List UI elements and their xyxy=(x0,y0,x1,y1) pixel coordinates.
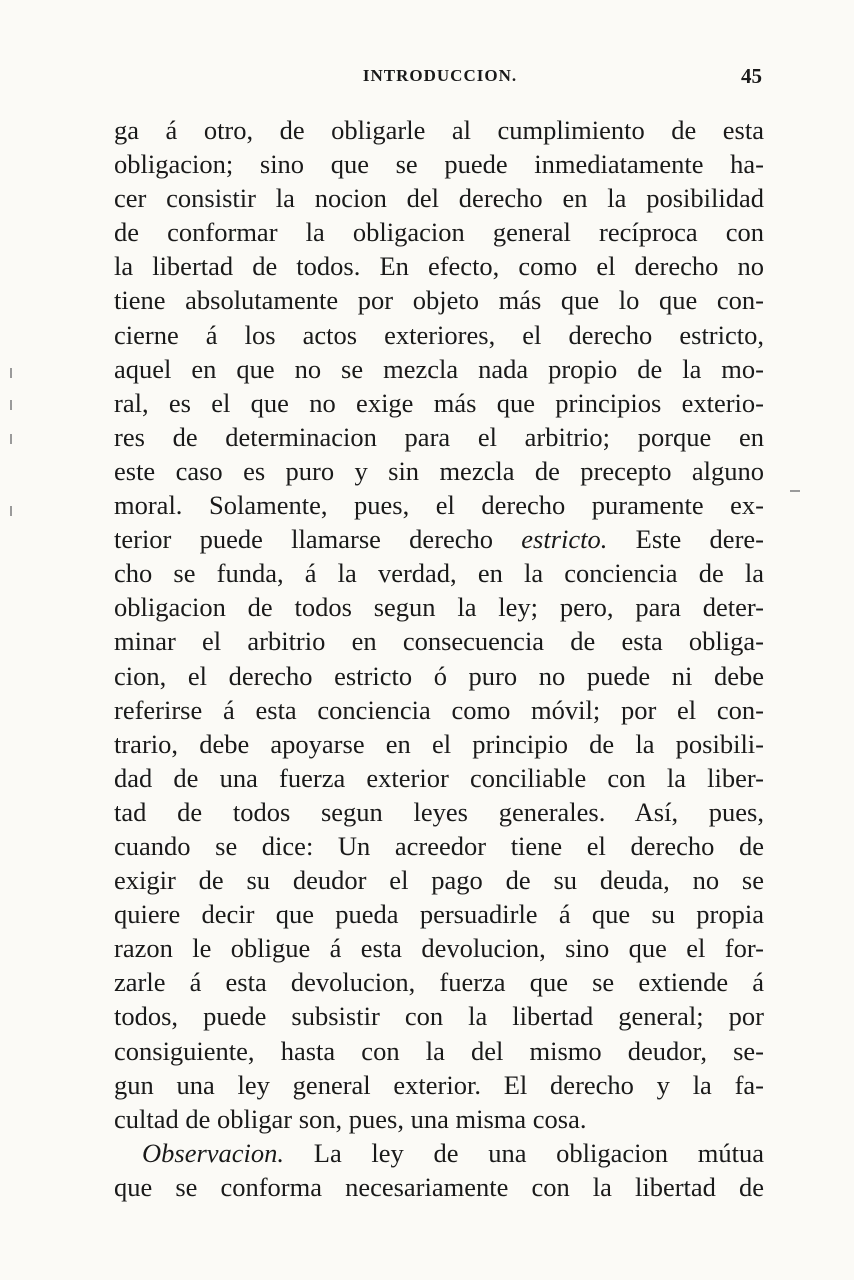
text-line xyxy=(114,181,764,215)
margin-speck xyxy=(10,434,12,444)
text-line xyxy=(114,318,764,352)
text-run: aquel en que no se mezcla nada propio de la mo- xyxy=(114,353,764,384)
text-run: razon le obligue á esta devolucion, sino que el for- xyxy=(114,933,764,964)
text-run: gun una ley general exterior. El derecho y la fa- xyxy=(114,1069,764,1100)
text-run: terior puede llamarse derecho xyxy=(114,524,522,555)
margin-speck xyxy=(10,400,12,410)
text-line xyxy=(114,283,764,317)
text-run: de conformar la obligacion general recíproca con xyxy=(114,217,764,248)
text-line xyxy=(114,249,764,283)
text-run: que se conforma necesariamente con la libertad de xyxy=(114,1171,764,1202)
text-run: tiene absolutamente por objeto más que lo que con- xyxy=(114,285,764,316)
text-line xyxy=(114,897,764,931)
text-run: Este dere- xyxy=(607,524,764,555)
text-line xyxy=(114,1170,764,1204)
text-line xyxy=(114,215,764,249)
text-run: minar el arbitrio en consecuencia de esta obliga- xyxy=(114,626,764,657)
text-run: obligacion; sino que se puede inmediatamente ha- xyxy=(114,149,764,180)
text-line xyxy=(114,624,764,658)
margin-speck xyxy=(10,506,12,516)
text-line xyxy=(114,761,764,795)
page-header xyxy=(118,66,762,96)
text-line xyxy=(114,1034,764,1068)
text-line xyxy=(114,693,764,727)
text-run: todos, puede subsistir con la libertad general; por xyxy=(114,1001,764,1032)
running-head: INTRODUCCION. xyxy=(362,66,518,85)
text-line xyxy=(114,659,764,693)
italic-text: estricto. xyxy=(521,524,608,555)
text-line xyxy=(114,386,764,420)
text-run: zarle á esta devolucion, fuerza que se extiende á xyxy=(114,967,764,998)
text-line xyxy=(114,420,764,454)
text-line xyxy=(114,829,764,863)
text-line xyxy=(114,556,764,590)
text-line xyxy=(114,352,764,386)
text-line xyxy=(114,1068,764,1102)
text-line xyxy=(114,965,764,999)
text-run: cer consistir la nocion del derecho en la posibilidad xyxy=(114,183,764,214)
text-line xyxy=(114,727,764,761)
text-run: La ley de una obligacion mútua xyxy=(284,1137,764,1168)
text-run: ga á otro, de obligarle al cumplimiento de esta xyxy=(114,115,764,145)
text-run: obligacion de todos segun la ley; pero, para deter- xyxy=(114,592,764,623)
text-run: cho se funda, á la verdad, en la conciencia de la xyxy=(114,558,764,589)
body-text xyxy=(114,113,764,1204)
text-line xyxy=(114,1102,764,1136)
paragraph-1 xyxy=(114,113,764,1136)
text-run: referirse á esta conciencia como móvil; por el con- xyxy=(114,694,764,725)
text-line xyxy=(114,522,764,556)
text-run: res de determinacion para el arbitrio; porque en xyxy=(114,421,764,452)
text-line xyxy=(114,999,764,1033)
italic-text: Observacion. xyxy=(142,1137,285,1168)
text-line xyxy=(114,931,764,965)
text-line xyxy=(114,147,764,181)
text-line xyxy=(114,113,764,147)
text-run: exigir de su deudor el pago de su deuda, no se xyxy=(114,865,764,896)
text-run: este caso es puro y sin mezcla de precepto alguno xyxy=(114,455,764,486)
text-run: tad de todos segun leyes generales. Así, pues, xyxy=(114,796,764,827)
text-line xyxy=(114,454,764,488)
text-run: dad de una fuerza exterior conciliable con la liber- xyxy=(114,762,764,793)
text-run: cuando se dice: Un acreedor tiene el derecho de xyxy=(114,830,764,861)
margin-speck xyxy=(10,368,12,378)
text-run: la libertad de todos. En efecto, como el derecho no xyxy=(114,251,764,282)
text-run: cion, el derecho estricto ó puro no puede ni debe xyxy=(114,660,764,691)
paragraph-2 xyxy=(114,1136,764,1204)
text-line xyxy=(114,590,764,624)
text-run: trario, debe apoyarse en el principio de la posibili- xyxy=(114,728,764,759)
text-line xyxy=(114,488,764,522)
text-run: ral, es el que no exige más que principios exterio- xyxy=(114,387,764,418)
text-run: consiguiente, hasta con la del mismo deudor, se- xyxy=(114,1035,764,1066)
text-run: cierne á los actos exteriores, el derecho estricto, xyxy=(114,319,764,350)
text-line xyxy=(114,1136,764,1170)
text-run: quiere decir que pueda persuadirle á que su propia xyxy=(114,899,764,930)
margin-speck xyxy=(790,490,800,492)
text-line xyxy=(114,863,764,897)
text-run: moral. Solamente, pues, el derecho puramente ex- xyxy=(114,490,764,521)
page-number: 45 xyxy=(741,64,762,88)
text-run: cultad de obligar son, pues, una misma cosa. xyxy=(114,1103,587,1134)
text-line xyxy=(114,795,764,829)
